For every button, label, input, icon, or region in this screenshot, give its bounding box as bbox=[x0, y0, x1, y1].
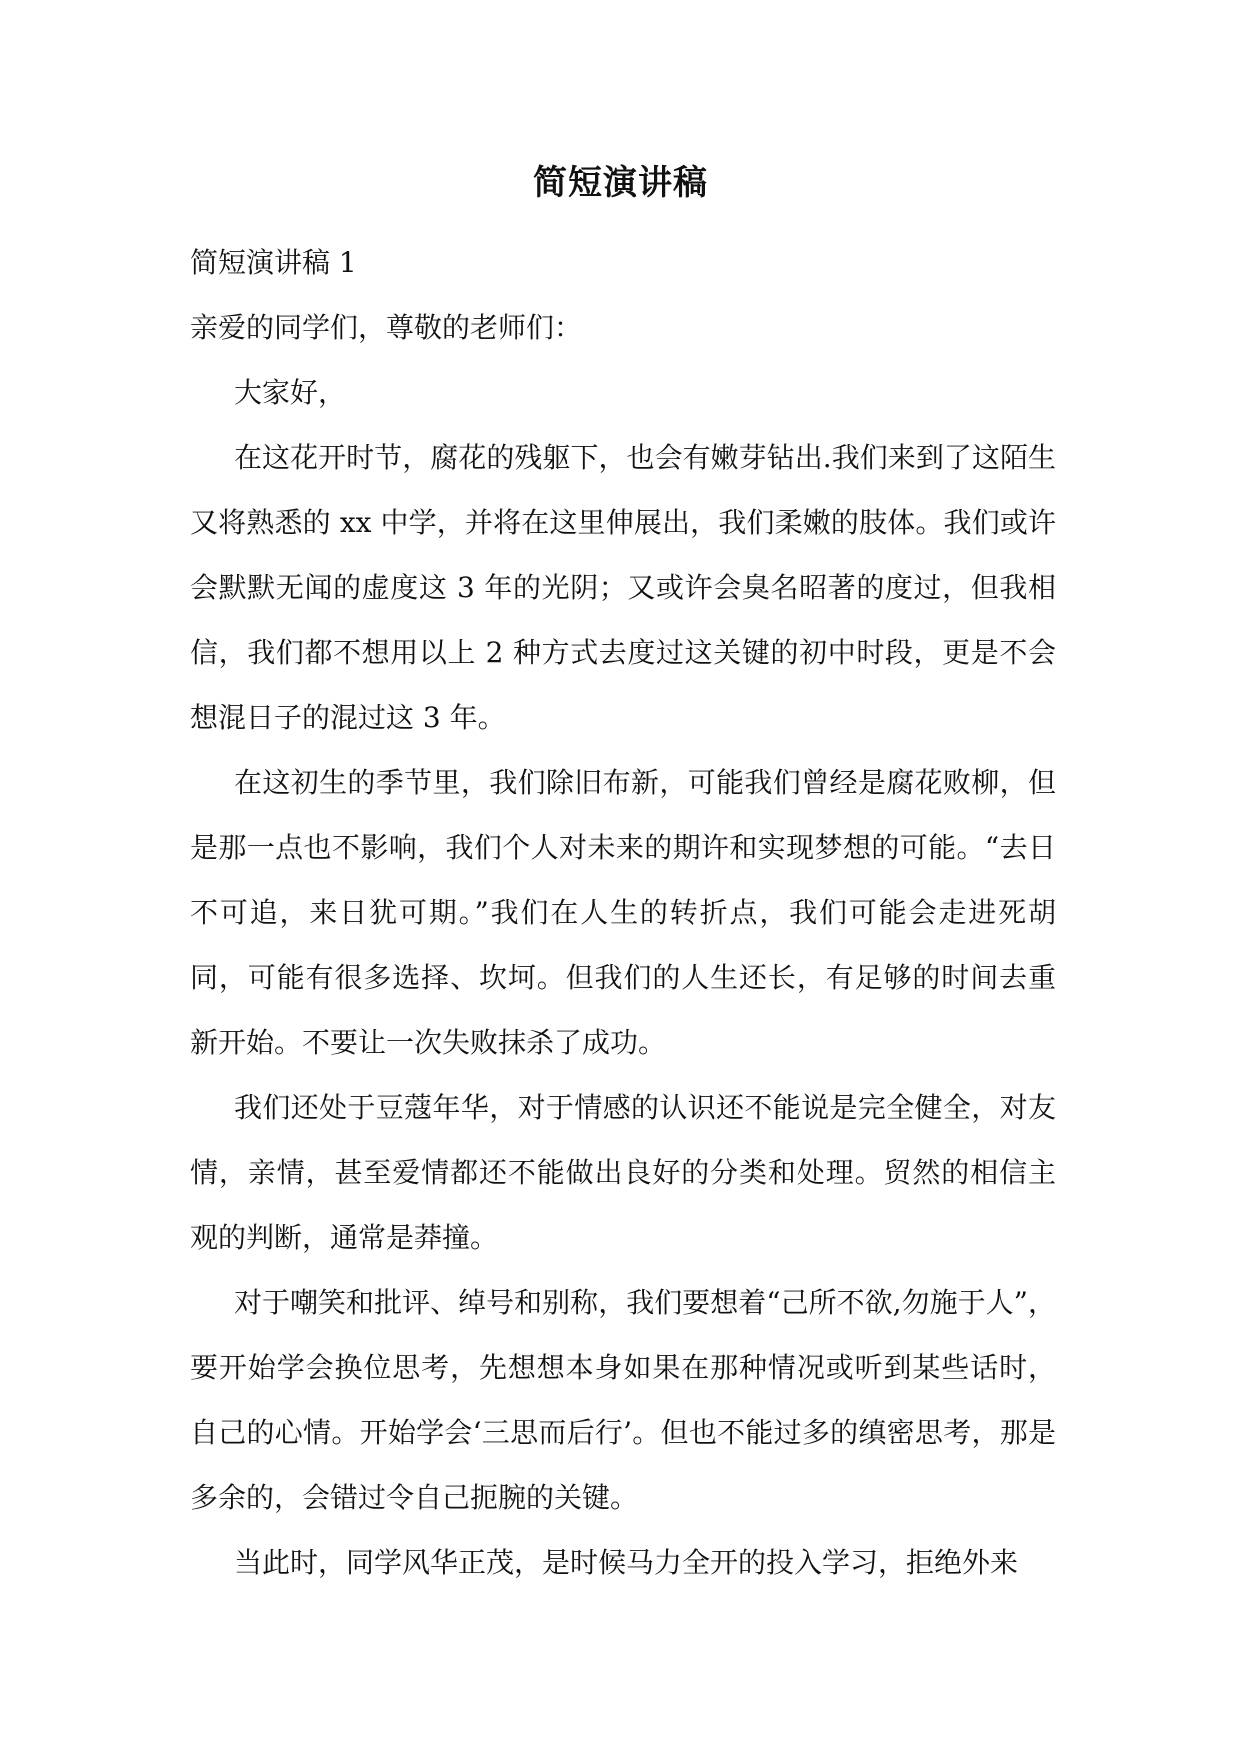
paragraph-5: 当此时，同学风华正茂，是时候马力全开的投入学习，拒绝外来 bbox=[234, 1546, 1019, 1579]
paragraph-1: 在这花开时节，腐花的残躯下，也会有嫩芽钻出.我们来到了这陌生又将熟悉的 xx 中学，并将在这里伸展出，我们柔嫩的肢体。我们或许会默默无闻的虚度这 3 年的光阴；又或许会臭名昭著的度过，但我相信，我们都不想用以上 2 种方式去度过这关键的初中时段，更是不会想混日子的混过这 3 年。 bbox=[190, 441, 1056, 734]
salutation: 亲爱的同学们，尊敬的老师们： bbox=[190, 311, 583, 344]
document-body bbox=[190, 230, 1056, 1595]
paragraph-4: 对于嘲笑和批评、绰号和别称，我们要想着“己所不欲,勿施于人”，要开始学会换位思考，先想想本身如果在那种情况或听到某些话时，自己的心情。开始学会‘三思而后行’。但也不能过多的缜密思考，那是多余的，会错过令自己扼腕的关键。 bbox=[190, 1286, 1056, 1514]
paragraph-greeting: 大家好， bbox=[234, 376, 347, 409]
paragraph-3: 我们还处于豆蔻年华，对于情感的认识还不能说是完全健全，对友情，亲情，甚至爱情都还不能做出良好的分类和处理。贸然的相信主观的判断，通常是莽撞。 bbox=[190, 1091, 1056, 1254]
paragraph-2: 在这初生的季节里，我们除旧布新，可能我们曾经是腐花败柳，但是那一点也不影响，我们个人对未来的期许和实现梦想的可能。“去日不可追，来日犹可期。”我们在人生的转折点，我们可能会走进死胡同，可能有很多选择、坎坷。但我们的人生还长，有足够的时间去重新开始。不要让一次失败抹杀了成功。 bbox=[190, 766, 1056, 1059]
speech-heading: 简短演讲稿 1 bbox=[190, 246, 357, 279]
document-title: 简短演讲稿 bbox=[533, 163, 708, 203]
